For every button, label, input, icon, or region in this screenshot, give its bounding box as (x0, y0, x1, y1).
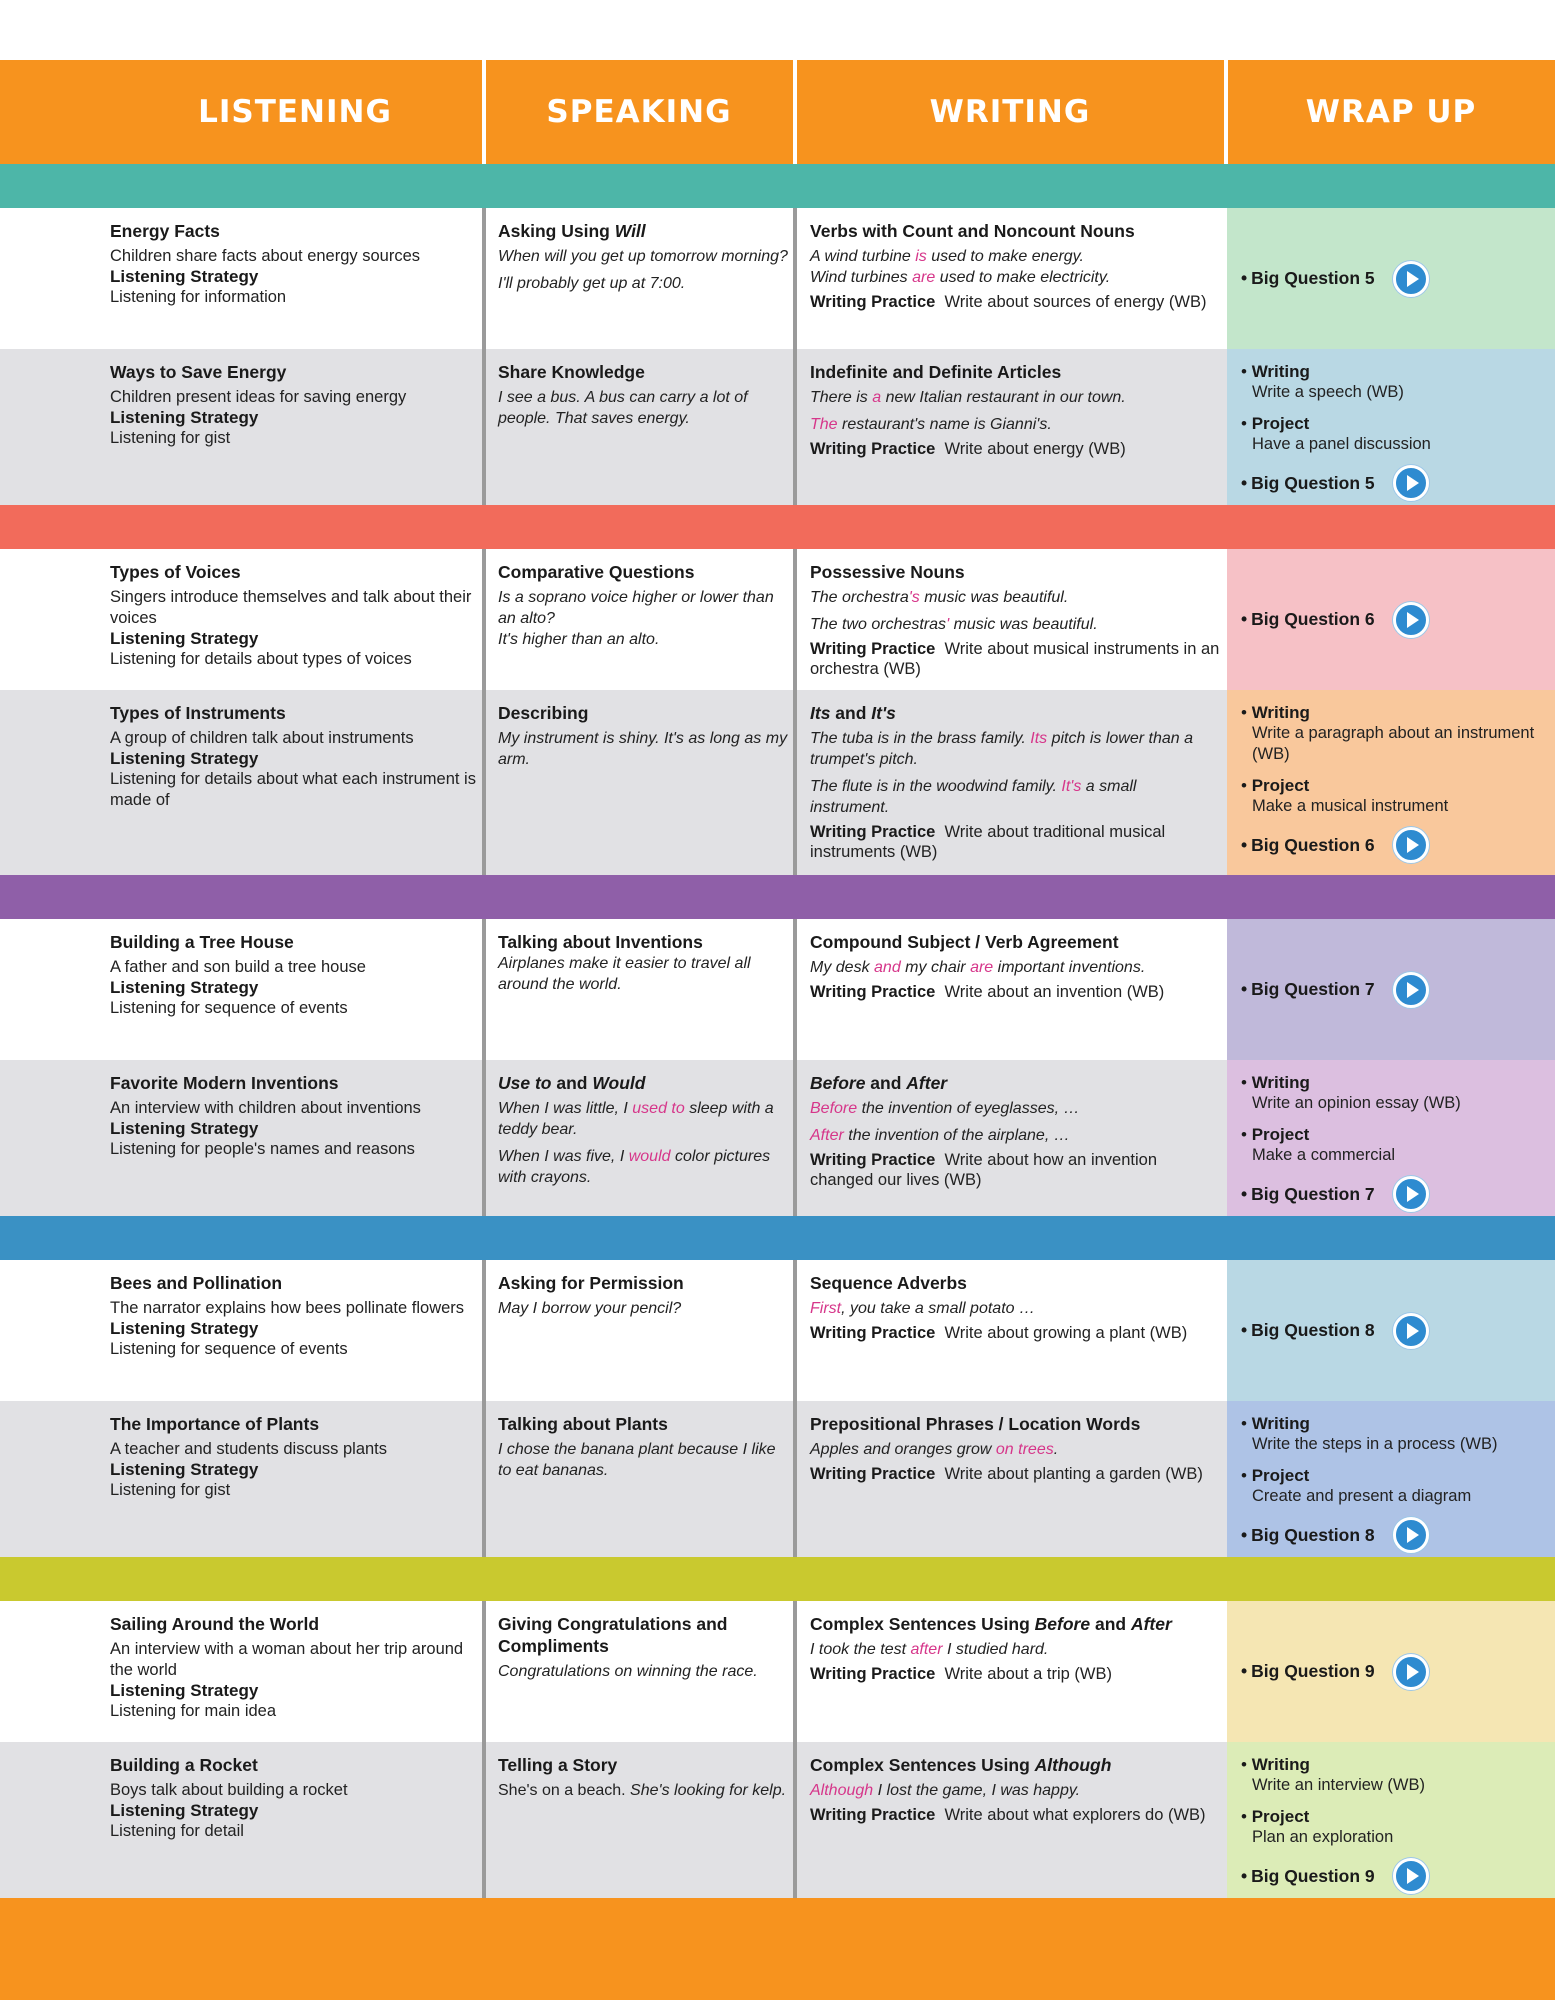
speaking-title: Describing (498, 703, 589, 723)
listening-strategy-label: Listening Strategy (110, 749, 259, 768)
speaking-title: Share Knowledge (498, 362, 645, 382)
wrapup-cell (1227, 1601, 1555, 1742)
header-divider (482, 60, 486, 164)
wrapup-project: • Project Plan an exploration (1241, 1807, 1394, 1846)
wrapup-writing: • Writing Write a paragraph about an instrument (WB) (1241, 703, 1535, 763)
writing-example: The tuba is in the brass family. Its pitch is lower than a trumpet's pitch. (810, 730, 1193, 768)
wrapup-project: • Project Make a musical instrument (1241, 776, 1449, 815)
writing-title: Sequence Adverbs (810, 1273, 967, 1293)
listening-strategy-label: Listening Strategy (110, 629, 259, 648)
listening-strategy: Listening for main idea (110, 1702, 277, 1720)
writing-example: Although I lost the game, I was happy. (810, 1782, 1081, 1799)
speaking-example: Is a soprano voice higher or lower than an alto? (498, 589, 774, 627)
play-icon[interactable] (1393, 1858, 1429, 1894)
table-row (0, 1742, 1555, 1898)
listening-desc: A father and son build a tree house (110, 958, 366, 976)
header-divider (1224, 60, 1228, 164)
wrapup-cell (1227, 1260, 1555, 1401)
speaking-example: She's on a beach. She's looking for kelp. (498, 1782, 787, 1799)
listening-strategy: Listening for sequence of events (110, 999, 348, 1017)
speaking-cell (498, 1742, 790, 1898)
wrapup-cell (1227, 1401, 1555, 1557)
writing-example: Before the invention of eyeglasses, … (810, 1100, 1080, 1117)
speaking-cell (498, 1060, 790, 1216)
speaking-title: Telling a Story (498, 1755, 618, 1775)
writing-cell (810, 1601, 1220, 1742)
writing-cell (810, 1742, 1220, 1898)
writing-practice: Writing Practice Write about growing a plant (WB) (810, 1324, 1188, 1342)
big-question-item: • Big Question 5 (1241, 261, 1429, 297)
wrapup-cell (1227, 349, 1555, 505)
speaking-title: Asking Using Will (498, 221, 646, 241)
big-question-item: • Big Question 5 (1241, 465, 1555, 501)
footer-bar (0, 1898, 1555, 2000)
speaking-example: Congratulations on winning the race. (498, 1663, 758, 1680)
table-row (0, 549, 1555, 690)
writing-title: Compound Subject / Verb Agreement (810, 932, 1119, 952)
unit-band (0, 164, 1555, 208)
big-question-item: • Big Question 6 (1241, 602, 1429, 638)
listening-strategy: Listening for people's names and reasons (110, 1140, 415, 1158)
wrapup-cell (1227, 208, 1555, 349)
listening-desc: Children share facts about energy sources (110, 247, 421, 265)
listening-strategy-label: Listening Strategy (110, 1681, 259, 1700)
writing-practice: Writing Practice Write about energy (WB) (810, 440, 1126, 458)
listening-strategy-label: Listening Strategy (110, 978, 259, 997)
header-divider (793, 60, 797, 164)
speaking-example: My instrument is shiny. It's as long as my arm. (498, 730, 788, 768)
listening-title: Building a Tree House (110, 932, 294, 952)
wrapup-writing: • Writing Write an opinion essay (WB) (1241, 1073, 1461, 1112)
big-question-item: • Big Question 7 (1241, 1176, 1555, 1212)
column-divider (482, 1601, 486, 1898)
wrapup-project: • Project Make a commercial (1241, 1125, 1396, 1164)
listening-strategy: Listening for sequence of events (110, 1340, 348, 1358)
speaking-cell (498, 1601, 790, 1742)
speaking-title: Asking for Permission (498, 1273, 684, 1293)
listening-cell (110, 349, 480, 505)
wrapup-writing: • Writing Write the steps in a process (WB) (1241, 1414, 1498, 1453)
writing-example: A wind turbine is used to make energy. (810, 248, 1084, 265)
wrapup-cell (1227, 1060, 1555, 1216)
header-writing: WRITING (929, 94, 1091, 130)
big-question-item: • Big Question 6 (1241, 827, 1555, 863)
listening-desc: Children present ideas for saving energy (110, 388, 407, 406)
listening-desc: The narrator explains how bees pollinate flowers (110, 1299, 465, 1317)
speaking-cell (498, 208, 790, 349)
listening-title: The Importance of Plants (110, 1414, 320, 1434)
speaking-example: May I borrow your pencil? (498, 1300, 682, 1317)
column-divider (793, 919, 797, 1216)
wrapup-cell (1227, 919, 1555, 1060)
listening-title: Bees and Pollination (110, 1273, 283, 1293)
writing-example: The orchestra's music was beautiful. (810, 589, 1069, 606)
writing-practice: Writing Practice Write about planting a garden (WB) (810, 1465, 1203, 1483)
speaking-example: When I was five, I would color pictures with crayons. (498, 1148, 771, 1186)
writing-practice: Writing Practice Write about what explorers do (WB) (810, 1806, 1206, 1824)
table-row (0, 1601, 1555, 1742)
writing-cell (810, 1060, 1220, 1216)
writing-example: The restaurant's name is Gianni's. (810, 416, 1052, 433)
big-question-item: • Big Question 7 (1241, 972, 1429, 1008)
listening-desc: A group of children talk about instruments (110, 729, 414, 747)
listening-strategy-label: Listening Strategy (110, 1319, 259, 1338)
listening-strategy: Listening for details about types of voices (110, 650, 412, 668)
table-row (0, 208, 1555, 349)
table-row (0, 1401, 1555, 1557)
writing-title: Complex Sentences Using Before and After (810, 1614, 1172, 1634)
header-wrapup: WRAP UP (1305, 94, 1477, 130)
writing-cell (810, 1401, 1220, 1557)
speaking-title: Giving Congratulations and Compliments (498, 1614, 728, 1656)
writing-example: After the invention of the airplane, … (810, 1127, 1070, 1144)
speaking-title: Talking about Plants (498, 1414, 668, 1434)
listening-title: Sailing Around the World (110, 1614, 320, 1634)
play-icon[interactable] (1393, 602, 1429, 638)
play-icon[interactable] (1393, 1176, 1429, 1212)
play-icon[interactable] (1393, 972, 1429, 1008)
column-divider (793, 1260, 797, 1557)
speaking-example: I chose the banana plant because I like to eat bananas. (498, 1441, 776, 1479)
big-question-item: • Big Question 8 (1241, 1517, 1555, 1553)
wrapup-writing: • Writing Write a speech (WB) (1241, 362, 1404, 401)
writing-cell (810, 1260, 1220, 1401)
big-question-item: • Big Question 9 (1241, 1654, 1429, 1690)
writing-practice: Writing Practice Write about how an invention changed our lives (WB) (810, 1151, 1157, 1189)
listening-strategy: Listening for detail (110, 1822, 244, 1840)
writing-example: The flute is in the woodwind family. It's a small instrument. (810, 778, 1137, 816)
listening-desc: An interview with a woman about her trip around the world (110, 1640, 464, 1679)
speaking-title: Use to and Would (498, 1073, 646, 1093)
listening-title: Types of Instruments (110, 703, 286, 723)
top-margin (0, 0, 1555, 60)
listening-desc: A teacher and students discuss plants (110, 1440, 388, 1458)
writing-title: Verbs with Count and Noncount Nouns (810, 221, 1135, 241)
speaking-title: Talking about Inventions (498, 932, 703, 952)
listening-title: Building a Rocket (110, 1755, 258, 1775)
writing-practice: Writing Practice Write about a trip (WB) (810, 1665, 1112, 1683)
writing-practice: Writing Practice Write about musical instruments in an orchestra (WB) (810, 640, 1220, 678)
wrapup-cell (1227, 549, 1555, 690)
play-icon[interactable] (1393, 261, 1429, 297)
table-row (0, 919, 1555, 1060)
speaking-example: When I was little, I used to sleep with a teddy bear. (498, 1100, 774, 1138)
writing-example: Wind turbines are used to make electricity. (810, 269, 1111, 286)
play-icon[interactable] (1393, 1654, 1429, 1690)
speaking-example: It's higher than an alto. (498, 631, 660, 648)
table-row (0, 690, 1555, 875)
speaking-cell (498, 549, 790, 690)
writing-example: I took the test after I studied hard. (810, 1641, 1049, 1658)
column-divider (482, 919, 486, 1216)
listening-cell (110, 1601, 480, 1742)
writing-example: First, you take a small potato … (810, 1300, 1035, 1317)
writing-title: Complex Sentences Using Although (810, 1755, 1112, 1775)
writing-title: Its and It's (810, 703, 896, 723)
writing-cell (810, 549, 1220, 690)
writing-title: Indefinite and Definite Articles (810, 362, 1062, 382)
writing-cell (810, 349, 1220, 505)
speaking-example: I see a bus. A bus can carry a lot of people. That saves energy. (498, 389, 748, 427)
listening-title: Energy Facts (110, 221, 220, 241)
speaking-cell (498, 349, 790, 505)
listening-strategy-label: Listening Strategy (110, 1119, 259, 1138)
listening-cell (110, 919, 480, 1060)
wrapup-project: • Project Create and present a diagram (1241, 1466, 1472, 1505)
big-question-item: • Big Question 8 (1241, 1313, 1429, 1349)
writing-practice: Writing Practice Write about an invention (WB) (810, 983, 1165, 1001)
listening-desc: Boys talk about building a rocket (110, 1781, 348, 1799)
writing-example: There is a new Italian restaurant in our town. (810, 389, 1126, 406)
speaking-title: Comparative Questions (498, 562, 695, 582)
column-divider (482, 1260, 486, 1557)
listening-cell (110, 1260, 480, 1401)
wrapup-cell (1227, 1742, 1555, 1898)
writing-example: My desk and my chair are important inventions. (810, 959, 1146, 976)
listening-cell (110, 1742, 480, 1898)
wrapup-writing: • Writing Write an interview (WB) (1241, 1755, 1425, 1794)
column-header-bar (0, 60, 1555, 164)
writing-cell (810, 690, 1220, 875)
listening-strategy: Listening for details about what each instrument is made of (110, 770, 476, 809)
speaking-example: Airplanes make it easier to travel all around the world. (498, 955, 751, 993)
listening-cell (110, 549, 480, 690)
speaking-cell (498, 919, 790, 1060)
writing-cell (810, 208, 1220, 349)
listening-cell (110, 690, 480, 875)
column-divider (793, 549, 797, 875)
unit-band (0, 1557, 1555, 1601)
listening-cell (110, 1401, 480, 1557)
writing-example: The two orchestras' music was beautiful. (810, 616, 1098, 633)
column-divider (482, 208, 486, 505)
speaking-cell (498, 690, 790, 875)
unit-band (0, 505, 1555, 549)
column-divider (793, 1601, 797, 1898)
table-row (0, 349, 1555, 505)
column-divider (793, 208, 797, 505)
listening-desc: An interview with children about inventions (110, 1099, 421, 1117)
column-divider (482, 549, 486, 875)
writing-title: Possessive Nouns (810, 562, 965, 582)
listening-title: Types of Voices (110, 562, 241, 582)
writing-title: Before and After (810, 1073, 948, 1093)
speaking-cell (498, 1260, 790, 1401)
listening-strategy: Listening for information (110, 288, 287, 306)
speaking-example: When will you get up tomorrow morning? (498, 248, 788, 265)
listening-strategy: Listening for gist (110, 429, 231, 447)
play-icon[interactable] (1393, 465, 1429, 501)
listening-cell (110, 1060, 480, 1216)
listening-title: Ways to Save Energy (110, 362, 287, 382)
listening-strategy-label: Listening Strategy (110, 1801, 259, 1820)
listening-strategy: Listening for gist (110, 1481, 231, 1499)
table-row (0, 1060, 1555, 1216)
play-icon[interactable] (1393, 827, 1429, 863)
wrapup-project: • Project Have a panel discussion (1241, 414, 1431, 453)
header-speaking: SPEAKING (546, 94, 732, 130)
speaking-example: I'll probably get up at 7:00. (498, 275, 686, 292)
writing-title: Prepositional Phrases / Location Words (810, 1414, 1141, 1434)
listening-desc: Singers introduce themselves and talk about their voices (110, 588, 472, 627)
listening-strategy-label: Listening Strategy (110, 1460, 259, 1479)
listening-strategy-label: Listening Strategy (110, 267, 259, 286)
writing-practice: Writing Practice Write about traditional musical instruments (WB) (810, 823, 1166, 861)
writing-cell (810, 919, 1220, 1060)
writing-practice: Writing Practice Write about sources of energy (WB) (810, 293, 1207, 311)
header-listening: LISTENING (198, 94, 392, 130)
unit-band (0, 875, 1555, 919)
speaking-cell (498, 1401, 790, 1557)
listening-title: Favorite Modern Inventions (110, 1073, 339, 1093)
play-icon[interactable] (1393, 1517, 1429, 1553)
play-icon[interactable] (1393, 1313, 1429, 1349)
listening-cell (110, 208, 480, 349)
table-row (0, 1260, 1555, 1401)
wrapup-cell (1227, 690, 1555, 875)
big-question-item: • Big Question 9 (1241, 1858, 1555, 1894)
listening-strategy-label: Listening Strategy (110, 408, 259, 427)
unit-band (0, 1216, 1555, 1260)
writing-example: Apples and oranges grow on trees. (810, 1441, 1059, 1458)
